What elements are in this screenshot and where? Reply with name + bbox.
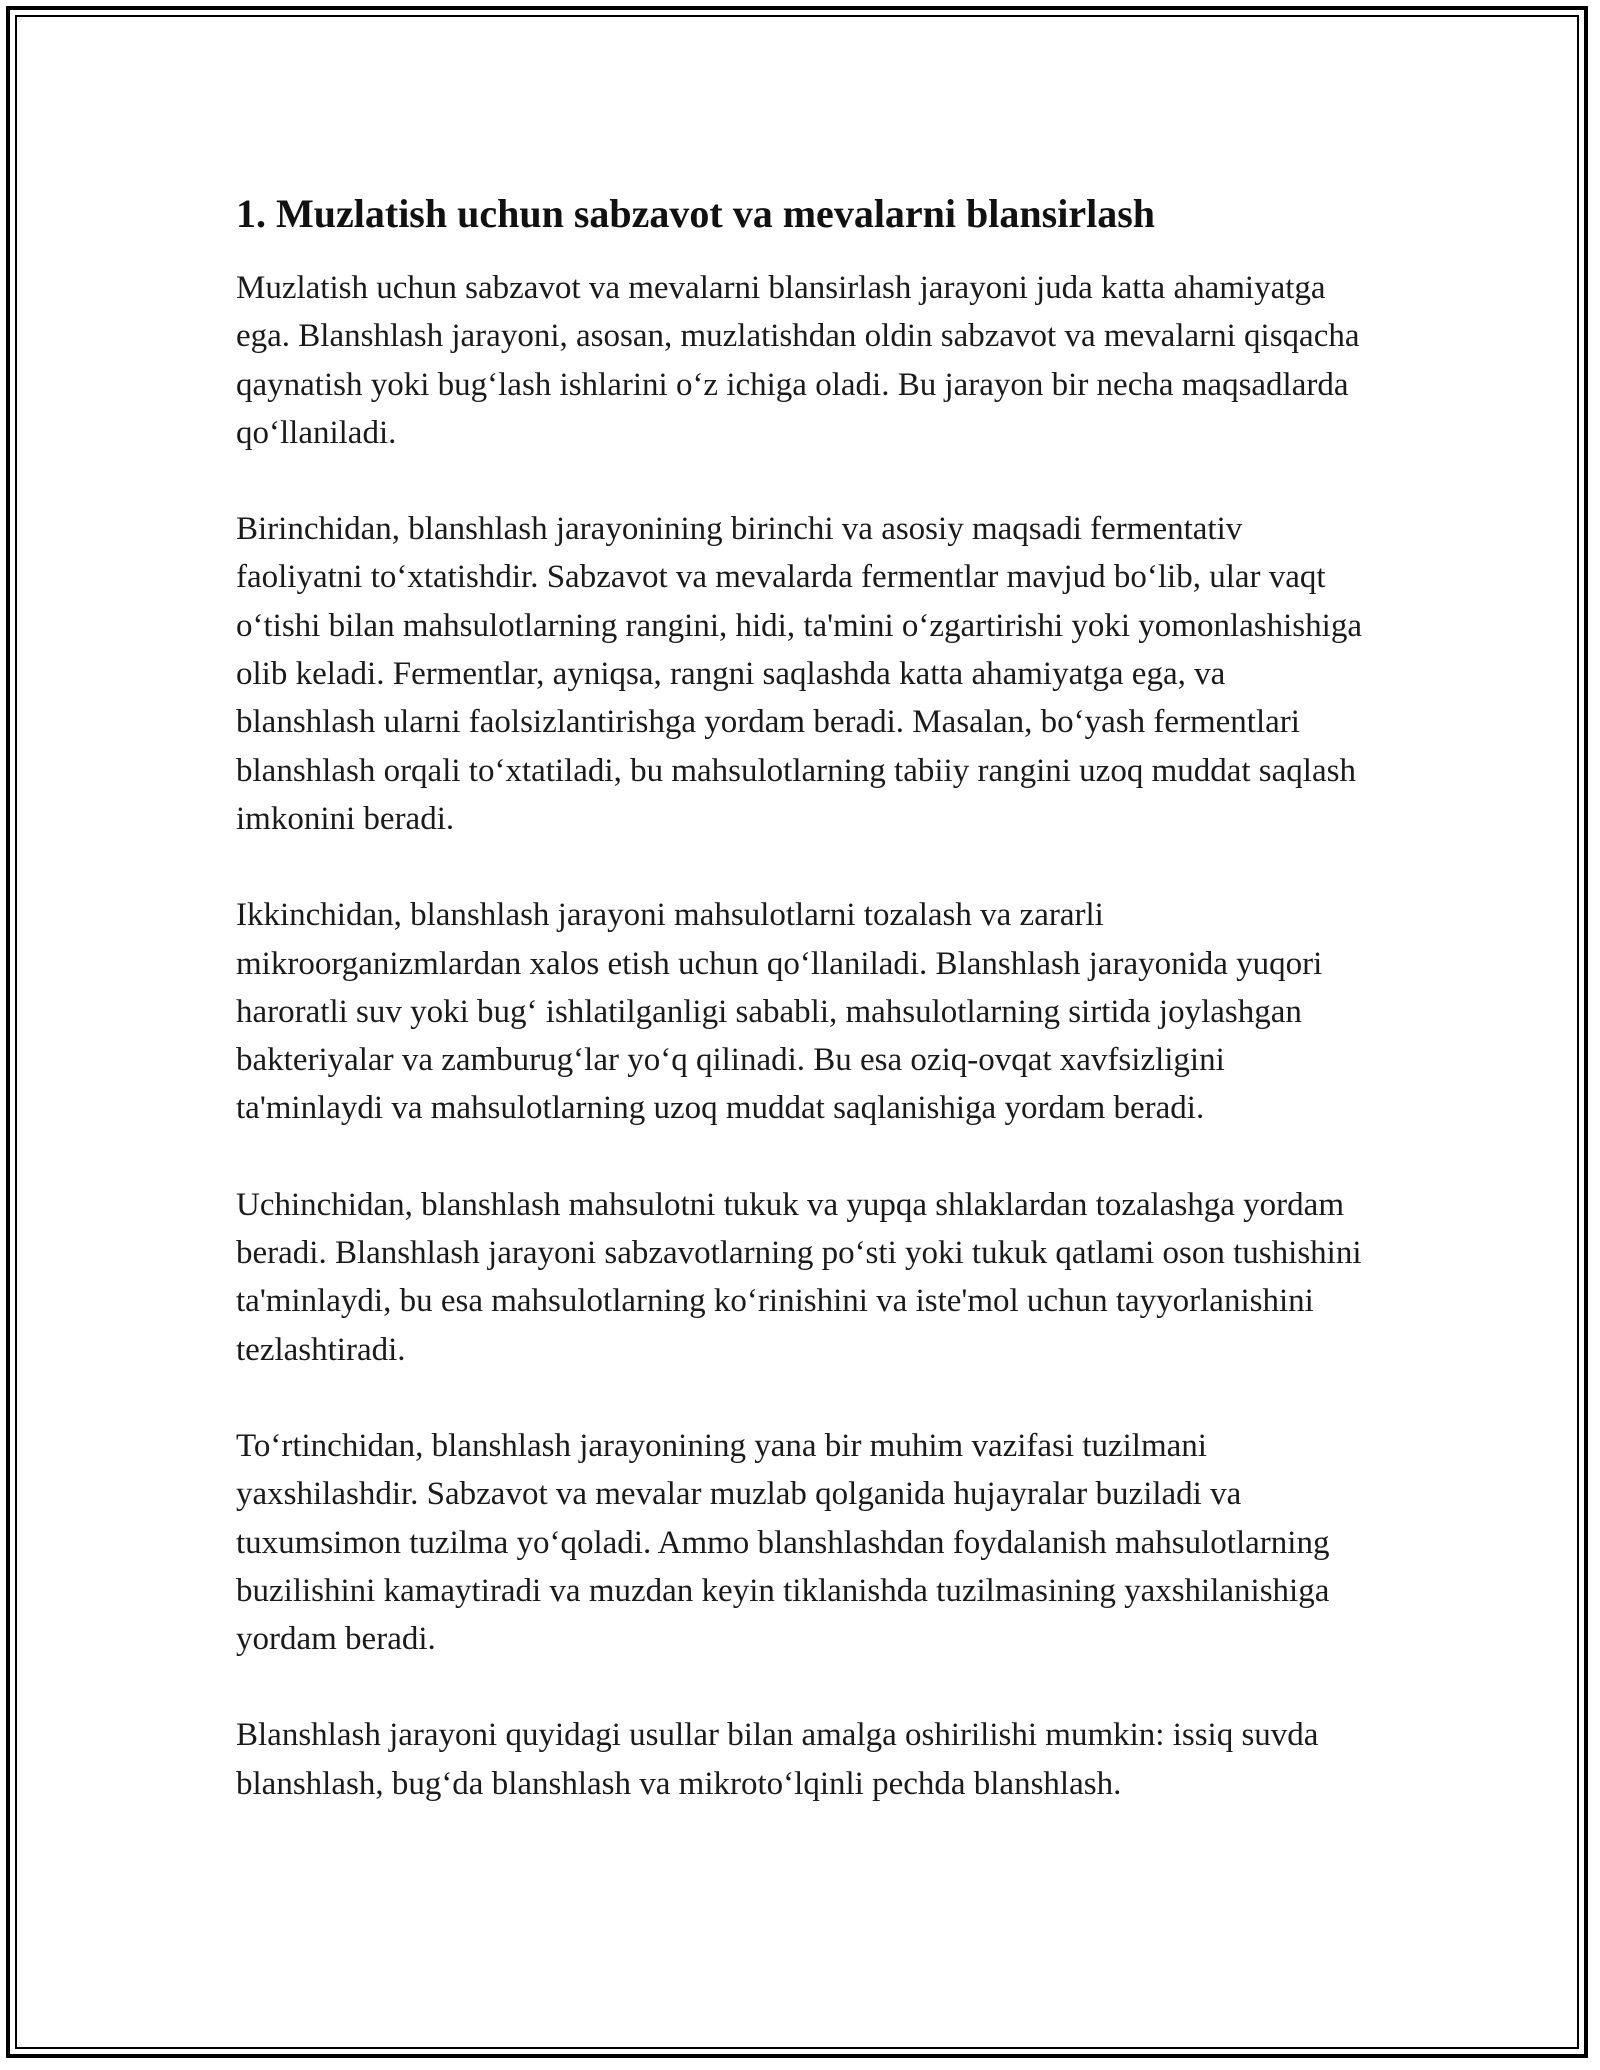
paragraph-second-reason: Ikkinchidan, blanshlash jarayoni mahsulotlarni tozalash va zararli mikroorganizmlardan xalos etish uchun qo‘llaniladi. Blanshlash jarayonida yuqori haroratli suv yoki bug‘ ishlatilganligi sababli, mahsulotlarning sirtida joylashgan bakteriyalar va zamburug‘lar yo‘q qilinadi. Bu esa oziq-ovqat xavfsizligini ta'minlaydi va mahsulotlarning uzoq muddat saqlanishiga yordam beradi.	[236, 897, 1323, 1127]
paragraph-fourth-reason: To‘rtinchidan, blanshlash jarayonining yana bir muhim vazifasi tuzilmani yaxshilashdir. Sabzavot va mevalar muzlab qolganida hujayralar buziladi va tuxumsimon tuzilma yo‘qoladi. Ammo blanshlashdan foydalanish mahsulotlarning buzilishini kamaytiradi va muzdan keyin tiklanishda tuzilmasining yaxshilanishiga yordam beradi.	[236, 1427, 1330, 1658]
paragraph-methods: Blanshlash jarayoni quyidagi usullar bilan amalga oshirilishi mumkin: issiq suvda blanshlash, bug‘da blanshlash va mikroto‘lqinli pechda blanshlash.	[236, 1717, 1319, 1802]
document-body	[236, 186, 1366, 1856]
section-heading: 1. Muzlatish uchun sabzavot va mevalarni blansirlash	[236, 191, 1156, 236]
paragraph-intro: Muzlatish uchun sabzavot va mevalarni blansirlash jarayoni juda katta ahamiyatga ega. Blanshlash jarayoni, asosan, muzlatishdan oldin sabzavot va mevalarni qisqacha qaynatish yoki bug‘lash ishlarini o‘z ichiga oladi. Bu jarayon bir necha maqsadlarda qo‘llaniladi.	[236, 270, 1360, 451]
paragraph-first-reason: Birinchidan, blanshlash jarayonining birinchi va asosiy maqsadi fermentativ faoliyatni to‘xtatishdir. Sabzavot va mevalarda fermentlar mavjud bo‘lib, ular vaqt o‘tishi bilan mahsulotlarning rangini, hidi, ta'mini o‘zgartirishi yoki yomonlashishiga olib keladi. Fermentlar, ayniqsa, rangni saqlashda katta ahamiyatga ega, va blanshlash ularni faolsizlantirishga yordam beradi. Masalan, bo‘yash fermentlari blanshlash orqali to‘xtatiladi, bu mahsulotlarning tabiiy rangini uzoq muddat saqlash imkonini beradi.	[236, 511, 1362, 837]
paragraph-third-reason: Uchinchidan, blanshlash mahsulotni tukuk va yupqa shlaklardan tozalashga yordam beradi. Blanshlash jarayoni sabzavotlarning po‘sti yoki tukuk qatlami oson tushishini ta'minlaydi, bu esa mahsulotlarning ko‘rinishini va iste'mol uchun tayyorlanishini tezlashtiradi.	[236, 1186, 1362, 1368]
